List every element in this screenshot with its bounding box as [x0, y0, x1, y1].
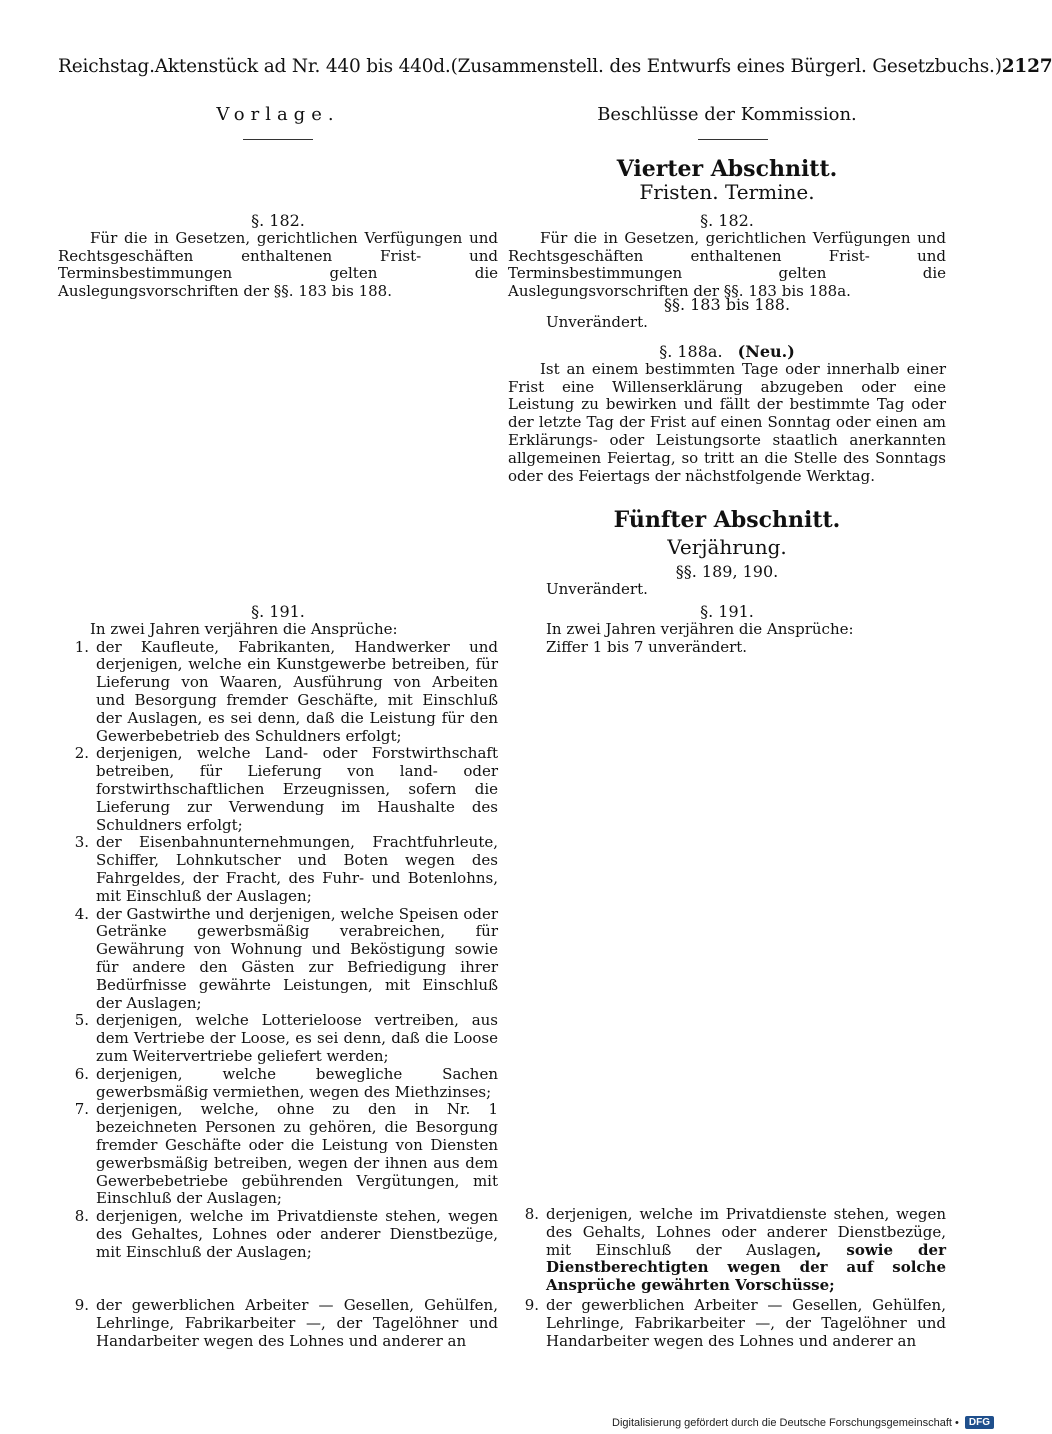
right-section-182 — [508, 212, 946, 301]
section-heading — [508, 343, 946, 361]
abschnitt-5 — [508, 508, 946, 558]
item-number: 7. — [74, 1100, 89, 1119]
section-title: §§. 183 bis 188. — [663, 295, 791, 314]
abschnitt-subtitle: Verjährung. — [667, 535, 787, 559]
list-item — [58, 1101, 498, 1208]
item-text: der gewerblichen Arbeiter — Gesellen, Gehülfen, Lehrlinge, Fabrikarbeiter —, der Tagelöhner und Handarbeiter wegen des Lohnes und anderer an — [546, 1296, 946, 1350]
item-text: derjenigen, welche, ohne zu den in Nr. 1 bezeichneten Personen zu gehören, die Besorgung fremder Geschäfte oder die Leistung von Diensten gewerbsmäßig betreiben, wegen der ihnen aus dem Gewerbebetriebe gebührenden Vergütungen, mit Einschluß der Auslagen; — [96, 1100, 498, 1208]
item-number: 9. — [524, 1296, 539, 1314]
item-text: der gewerblichen Arbeiter — Gesellen, Gehülfen, Lehrlinge, Fabrikarbeiter —, der Tagelöhner und Handarbeiter wegen des Lohnes und anderer an — [96, 1296, 498, 1350]
section-text: Unverändert. — [546, 312, 648, 331]
new-tag: (Neu.) — [737, 342, 795, 361]
section-title: §. 191. — [251, 602, 305, 621]
claims-list-continued — [508, 1297, 946, 1350]
item-number: 6. — [74, 1064, 89, 1083]
right-item-8 — [508, 1206, 946, 1295]
item-number: 9. — [74, 1296, 89, 1314]
list-item — [58, 906, 498, 1013]
item-text: der Eisenbahnunternehmungen, Frachtfuhrleute, Schiffer, Lohnkutscher und Boten wegen des Fahrgeldes, der Fracht, des Fuhr- und Botenlohns, mit Einschluß der Auslagen; — [96, 833, 498, 905]
section-text: Für die in Gesetzen, gerichtlichen Verfügungen und Rechtsgeschäften enthaltenen Frist- und Terminsbestimmungen gelten die Auslegungsvorschriften der §§. 183 bis 188. — [58, 228, 498, 301]
item-number: 8. — [524, 1205, 539, 1223]
header-left: Reichstag. — [58, 55, 155, 77]
item-addition: , sowie der Dienstberechtigten wegen der auf solche Ansprüche gewährten Vorschüsse; — [546, 1240, 946, 1295]
heading-rule — [243, 139, 313, 140]
right-section-183-188 — [508, 296, 946, 332]
list-item — [58, 1066, 498, 1102]
footer-text: Digitalisierung gefördert durch die Deutsche Forschungsgemeinschaft • — [612, 1416, 959, 1429]
section-title: §. 191. — [700, 602, 754, 621]
item-text: derjenigen, welche Land- oder Forstwirthschaft betreiben, für Lieferung von land- oder forstwirthschaftlichen Erzeugnissen, sofern die Lieferung zur Verwendung im Haushalte des Schuldners erfolgt; — [96, 744, 498, 834]
item-number: 1. — [74, 637, 89, 656]
footer-credit — [612, 1416, 994, 1429]
right-column-heading: Beschlüsse der Kommission. — [597, 104, 857, 125]
list-item — [58, 1012, 498, 1065]
left-section-182 — [58, 212, 498, 301]
list-item — [58, 834, 498, 905]
section-title: §. 182. — [700, 211, 754, 230]
abschnitt-title: Fünfter Abschnitt. — [613, 507, 841, 533]
header-title: (Zusammenstell. des Entwurfs eines Bürgerl. Gesetzbuchs.) — [450, 55, 1002, 77]
section-note: Ziffer 1 bis 7 unverändert. — [546, 637, 748, 656]
item-text: derjenigen, welche bewegliche Sachen gewerbsmäßig vermiethen, wegen des Miethzinses; — [96, 1064, 498, 1101]
item-text: der Gastwirthe und derjenigen, welche Speisen oder Getränke gewerbsmäßig verabreichen, für Gewährung von Wohnung und Beköstigung sowie für andere den Gästen zur Befriedigung ihrer Bedürfnisse gewährte Leistungen, mit Einschluß der Auslagen; — [96, 904, 498, 1012]
left-column — [58, 0, 498, 1434]
claims-list-continued — [58, 1297, 498, 1350]
list-item — [508, 1206, 946, 1295]
section-intro: In zwei Jahren verjähren die Ansprüche: — [546, 619, 854, 638]
item-text: derjenigen, welche im Privatdienste stehen, wegen des Gehalts, Lohnes oder anderer Dienstbezüge, mit Einschluß der Auslagen — [546, 1205, 946, 1259]
list-item — [508, 1297, 946, 1350]
list-item — [58, 639, 498, 746]
right-item-9 — [508, 1297, 946, 1350]
item-number: 2. — [74, 744, 89, 763]
list-item — [58, 745, 498, 834]
list-item — [58, 1297, 498, 1350]
item-number: 3. — [74, 833, 89, 852]
section-text: Ist an einem bestimmten Tage oder innerhalb einer Frist eine Willenserklärung abzugeben oder eine Leistung zu bewirken und fällt der bestimmte Tag oder der letzte Tag der Frist auf einen Sonntag oder einen am Erklärungs- oder Leistungsorte staatlich anerkannten allgemeinen Feiertag, so tritt an die Stelle des Sonntags oder des Feiertags der nächstfolgende Werktag. — [508, 359, 946, 485]
section-text: Für die in Gesetzen, gerichtlichen Verfügungen und Rechtsgeschäften enthaltenen Frist- und Terminsbestimmungen gelten die Auslegungsvorschriften der §§. 183 bis 188a. — [508, 228, 946, 301]
item-text: derjenigen, welche Lotterieloose vertreiben, aus dem Vertriebe der Loose, es sei denn, daß die Loose zum Weitervertriebe geliefert werden; — [96, 1011, 498, 1065]
section-intro: In zwei Jahren verjähren die Ansprüche: — [90, 619, 398, 638]
heading-rule — [698, 139, 768, 140]
right-section-188a — [508, 343, 946, 485]
item-body — [546, 1206, 946, 1295]
left-section-191 — [58, 603, 498, 1261]
item-text: derjenigen, welche im Privatdienste stehen, wegen des Gehaltes, Lohnes oder anderer Dienstbezüge, mit Einschluß der Auslagen; — [96, 1207, 498, 1261]
item-text: der Kaufleute, Fabrikanten, Handwerker und derjenigen, welche ein Kunstgewerbe betreiben, für Lieferung von Waaren, Ausführung von Arbeiten und Besorgung fremder Geschäfte, mit Einschluß der Auslagen, es sei denn, daß die Leistung für den Gewerbebetrieb des Schuldners erfolgt; — [96, 637, 498, 745]
header-doc-ref: Aktenstück ad Nr. 440 bis 440d. — [154, 55, 451, 77]
item-number: 8. — [74, 1207, 89, 1226]
claims-list — [508, 1206, 946, 1295]
item-number: 4. — [74, 904, 89, 923]
list-item — [58, 1208, 498, 1261]
left-column-heading: Vorlage. — [216, 104, 340, 125]
left-item-9 — [58, 1297, 498, 1350]
section-title: §. 182. — [251, 211, 305, 230]
section-title: §§. 189, 190. — [675, 562, 779, 581]
abschnitt-title: Vierter Abschnitt. — [616, 156, 838, 182]
right-column — [508, 0, 946, 1434]
right-section-191 — [508, 603, 946, 656]
section-text: Unverändert. — [546, 579, 648, 598]
page-number: 2127 — [1001, 55, 1052, 77]
dfg-logo: DFG — [965, 1416, 994, 1429]
abschnitt-subtitle: Fristen. Termine. — [639, 180, 815, 204]
section-title: §. 188a. — [659, 342, 723, 361]
right-section-189-190 — [508, 563, 946, 599]
abschnitt-4 — [508, 157, 946, 203]
claims-list — [58, 639, 498, 1262]
item-number: 5. — [74, 1011, 89, 1030]
